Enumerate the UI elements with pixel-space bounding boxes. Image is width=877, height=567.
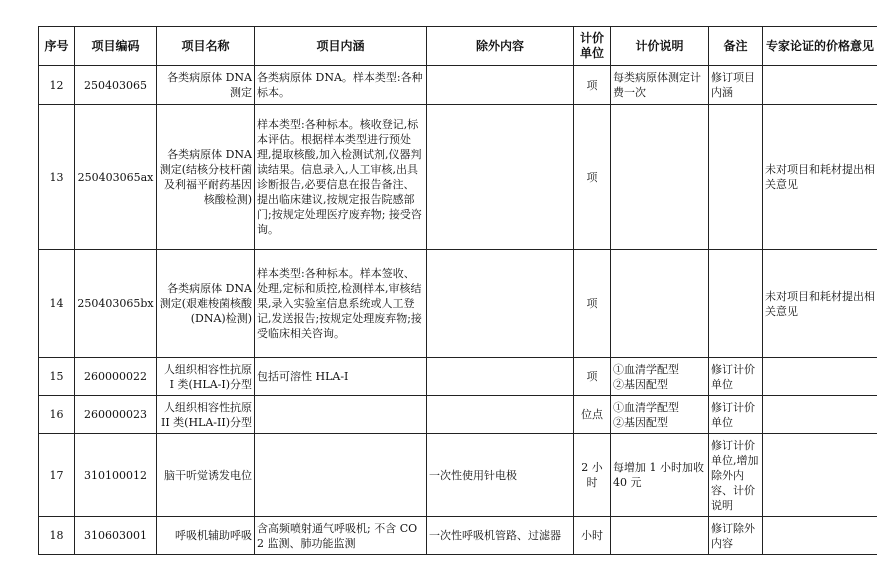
cell-excluded bbox=[427, 358, 574, 396]
cell-excluded bbox=[427, 396, 574, 434]
cell-name: 人组织相容性抗原 II 类(HLA-II)分型 bbox=[157, 396, 255, 434]
cell-remark: 修订计价单位 bbox=[709, 358, 763, 396]
cell-excluded bbox=[427, 105, 574, 250]
header-pricing-note: 计价说明 bbox=[611, 27, 709, 66]
cell-remark: 修订计价单位,增加除外内容、计价说明 bbox=[709, 434, 763, 517]
cell-pricing-note: 每增加 1 小时加收 40 元 bbox=[611, 434, 709, 517]
cell-excluded bbox=[427, 250, 574, 358]
cell-remark: 修订计价单位 bbox=[709, 396, 763, 434]
cell-seq: 13 bbox=[39, 105, 75, 250]
cell-unit: 小时 bbox=[574, 517, 611, 555]
cell-name: 人组织相容性抗原 I 类(HLA-I)分型 bbox=[157, 358, 255, 396]
pricing-note-line: ②基因配型 bbox=[613, 377, 668, 391]
header-unit: 计价单位 bbox=[574, 27, 611, 66]
cell-code: 260000022 bbox=[75, 358, 157, 396]
table-row bbox=[39, 358, 877, 396]
table-row bbox=[39, 434, 877, 517]
cell-excluded bbox=[427, 66, 574, 105]
cell-content bbox=[255, 434, 427, 517]
table-row bbox=[39, 66, 877, 105]
header-name: 项目名称 bbox=[157, 27, 255, 66]
cell-code: 310100012 bbox=[75, 434, 157, 517]
cell-expert bbox=[763, 517, 877, 555]
header-row bbox=[39, 27, 877, 66]
cell-name: 各类病原体 DNA 测定(结核分枝杆菌及利福平耐药基因核酸检测) bbox=[157, 105, 255, 250]
pricing-note-line: ①血清学配型 bbox=[613, 362, 679, 376]
header-seq: 序号 bbox=[39, 27, 75, 66]
pricing-table bbox=[38, 26, 877, 555]
cell-expert bbox=[763, 396, 877, 434]
cell-pricing-note bbox=[611, 105, 709, 250]
cell-content: 样本类型:各种标本。核收登记,标本评估。根据样本类型进行预处理,提取核酸,加入检测试剂,仪器判读结果。信息录入,人工审核,出具诊断报告,必要信息在报告备注、提出临床建议,按规定报告院感部门;按规定处理医疗废弃物; 接受咨询。 bbox=[255, 105, 427, 250]
cell-expert: 未对项目和耗材提出相关意见 bbox=[763, 250, 877, 358]
cell-code: 310603001 bbox=[75, 517, 157, 555]
table-row bbox=[39, 517, 877, 555]
cell-unit: 项 bbox=[574, 358, 611, 396]
cell-name: 脑干听觉诱发电位 bbox=[157, 434, 255, 517]
header-expert: 专家论证的价格意见 bbox=[763, 27, 877, 66]
cell-content: 样本类型:各种标本。样本签收、处理,定标和质控,检测样本,审核结果,录入实验室信息系统或人工登记,发送报告;按规定处理废弃物;接受临床相关咨询。 bbox=[255, 250, 427, 358]
cell-seq: 15 bbox=[39, 358, 75, 396]
cell-remark: 修订除外内容 bbox=[709, 517, 763, 555]
cell-remark: 修订项目内涵 bbox=[709, 66, 763, 105]
cell-pricing-note bbox=[611, 517, 709, 555]
cell-excluded: 一次性使用针电极 bbox=[427, 434, 574, 517]
table-row bbox=[39, 250, 877, 358]
cell-pricing-note bbox=[611, 250, 709, 358]
cell-pricing-note bbox=[611, 358, 709, 396]
cell-unit: 2 小时 bbox=[574, 434, 611, 517]
cell-unit: 项 bbox=[574, 105, 611, 250]
cell-expert bbox=[763, 434, 877, 517]
cell-excluded: 一次性呼吸机管路、过滤器 bbox=[427, 517, 574, 555]
cell-pricing-note: 每类病原体测定计费一次 bbox=[611, 66, 709, 105]
cell-name: 呼吸机辅助呼吸 bbox=[157, 517, 255, 555]
cell-content: 包括可溶性 HLA-I bbox=[255, 358, 427, 396]
cell-expert bbox=[763, 66, 877, 105]
cell-unit: 项 bbox=[574, 250, 611, 358]
cell-seq: 17 bbox=[39, 434, 75, 517]
header-excluded: 除外内容 bbox=[427, 27, 574, 66]
cell-content bbox=[255, 396, 427, 434]
cell-expert: 未对项目和耗材提出相关意见 bbox=[763, 105, 877, 250]
cell-seq: 12 bbox=[39, 66, 75, 105]
header-code: 项目编码 bbox=[75, 27, 157, 66]
cell-code: 250403065bx bbox=[75, 250, 157, 358]
pricing-note-line: ②基因配型 bbox=[613, 415, 668, 429]
header-content: 项目内涵 bbox=[255, 27, 427, 66]
cell-content: 各类病原体 DNA。样本类型:各种标本。 bbox=[255, 66, 427, 105]
cell-seq: 14 bbox=[39, 250, 75, 358]
cell-name: 各类病原体 DNA 测定 bbox=[157, 66, 255, 105]
table-row bbox=[39, 396, 877, 434]
cell-pricing-note bbox=[611, 396, 709, 434]
cell-remark bbox=[709, 250, 763, 358]
cell-seq: 16 bbox=[39, 396, 75, 434]
cell-code: 250403065ax bbox=[75, 105, 157, 250]
cell-remark bbox=[709, 105, 763, 250]
cell-unit: 项 bbox=[574, 66, 611, 105]
pricing-note-line: ①血清学配型 bbox=[613, 400, 679, 414]
cell-seq: 18 bbox=[39, 517, 75, 555]
cell-name: 各类病原体 DNA 测定(艰难梭菌核酸(DNA)检测) bbox=[157, 250, 255, 358]
cell-expert bbox=[763, 358, 877, 396]
cell-unit: 位点 bbox=[574, 396, 611, 434]
cell-code: 250403065 bbox=[75, 66, 157, 105]
cell-code: 260000023 bbox=[75, 396, 157, 434]
table-row bbox=[39, 105, 877, 250]
cell-content: 含高频喷射通气呼吸机; 不含 CO2 监测、肺功能监测 bbox=[255, 517, 427, 555]
header-remark: 备注 bbox=[709, 27, 763, 66]
